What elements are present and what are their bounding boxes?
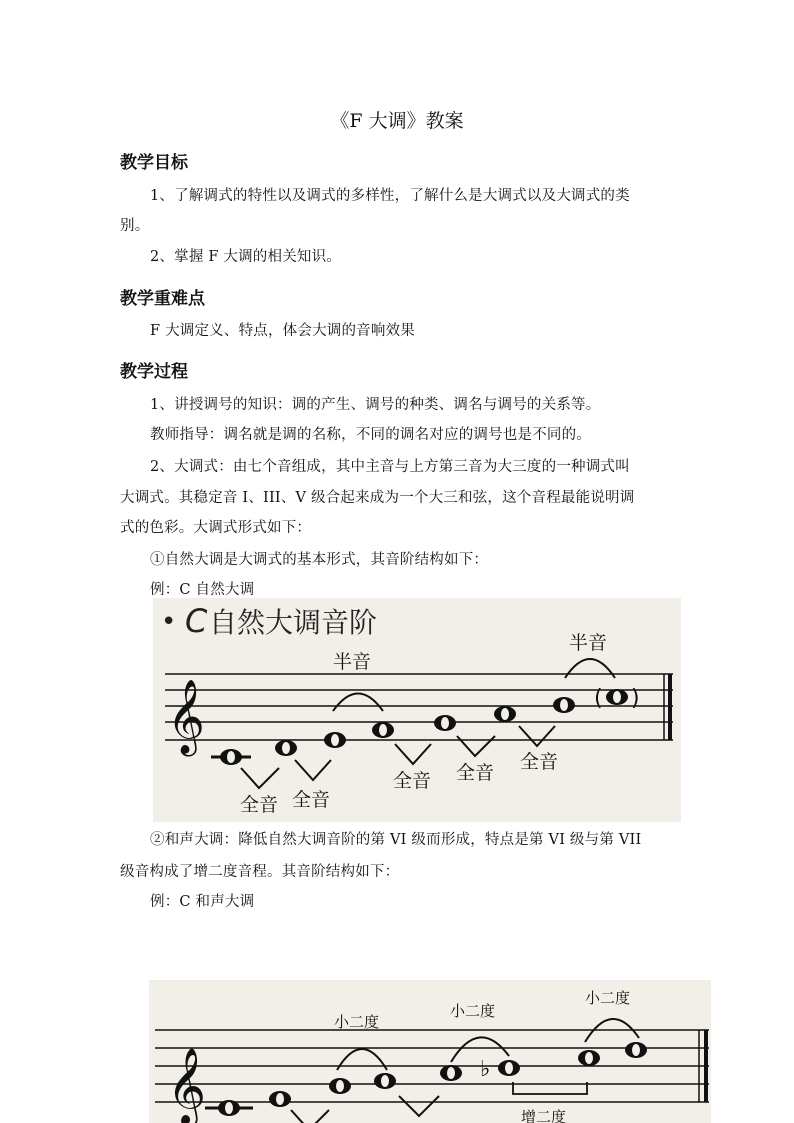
figure-title-c: C — [185, 602, 208, 640]
process-line-2: 教师指导：调名就是调的名称，不同的调名对应的调号也是不同的。 — [150, 427, 591, 443]
goal-line-1-cont: 别。 — [120, 218, 150, 234]
treble-clef-icon: 𝄞 — [167, 680, 205, 754]
harmonic-major-desc: ②和声大调：降低自然大调音阶的第 VI 级而形成，特点是第 VI 级与第 VII — [150, 832, 642, 848]
whole-step-label-1: 全音 — [240, 794, 279, 816]
natural-major-example: 例：C 自然大调 — [150, 582, 255, 598]
c-harmonic-major-scale-svg — [149, 980, 711, 1123]
section-heading-key-points: 教学重难点 — [120, 289, 205, 309]
half-step-arc-1 — [333, 694, 383, 712]
whole-step-label-5: 全音 — [520, 751, 559, 773]
whole-step-label-4: 全音 — [456, 762, 495, 784]
minor-second-arc-1 — [337, 1049, 387, 1070]
process-line-3-cont: 大调式。其稳定音 I、III、V 级合起来成为一个大三和弦，这个音程最能说明调 — [120, 490, 635, 506]
figure-title-text: 自然大调音阶 — [209, 606, 378, 639]
augmented-second-label: 增二度 — [521, 1108, 567, 1123]
key-points-line: F 大调定义、特点，体会大调的音响效果 — [150, 323, 415, 339]
process-line-3-cont2: 式的色彩。大调式形式如下： — [120, 520, 312, 536]
treble-clef-icon-2: 𝄞 — [167, 1047, 207, 1123]
c-natural-major-scale-svg — [153, 598, 681, 822]
whole-step-marks-2 — [291, 1096, 439, 1123]
process-line-1: 1、讲授调号的知识：调的产生、调号的种类、调名与调号的关系等。 — [150, 397, 601, 413]
flat-icon: ♭ — [480, 1057, 491, 1082]
scale-notes — [220, 689, 628, 765]
whole-step-label-3: 全音 — [393, 770, 432, 792]
minor-second-label-2: 小二度 — [450, 1002, 496, 1020]
goal-line-2: 2、掌握 F 大调的相关知识。 — [150, 249, 342, 265]
goal-line-1: 1、了解调式的特性以及调式的多样性，了解什么是大调式以及大调式的类 — [150, 188, 630, 204]
natural-major-desc: ①自然大调是大调式的基本形式，其音阶结构如下： — [150, 552, 489, 568]
paren-left: ( — [594, 686, 603, 711]
whole-step-label-2: 全音 — [292, 789, 331, 811]
figure-bullet: • — [161, 607, 177, 637]
harmonic-major-example: 例：C 和声大调 — [150, 894, 255, 910]
minor-second-label-1: 小二度 — [334, 1013, 380, 1031]
section-heading-goals: 教学目标 — [120, 153, 188, 173]
scale-notes-2 — [218, 1042, 647, 1116]
half-step-label-1: 半音 — [333, 651, 372, 673]
paren-right: ) — [631, 686, 640, 711]
c-harmonic-major-scale-figure — [149, 980, 711, 1123]
document-title: 《F 大调》教案 — [330, 110, 464, 132]
staff-lines-2 — [155, 1030, 709, 1102]
section-heading-process: 教学过程 — [120, 362, 188, 382]
process-line-3: 2、大调式：由七个音组成，其中主音与上方第三音为大三度的一种调式叫 — [150, 459, 630, 475]
half-step-arc-2 — [565, 659, 615, 678]
harmonic-major-desc-cont: 级音构成了增二度音程。其音阶结构如下： — [120, 864, 400, 880]
half-step-label-2: 半音 — [569, 632, 608, 654]
minor-second-label-3: 小二度 — [585, 989, 631, 1007]
c-natural-major-scale-figure — [153, 598, 681, 822]
